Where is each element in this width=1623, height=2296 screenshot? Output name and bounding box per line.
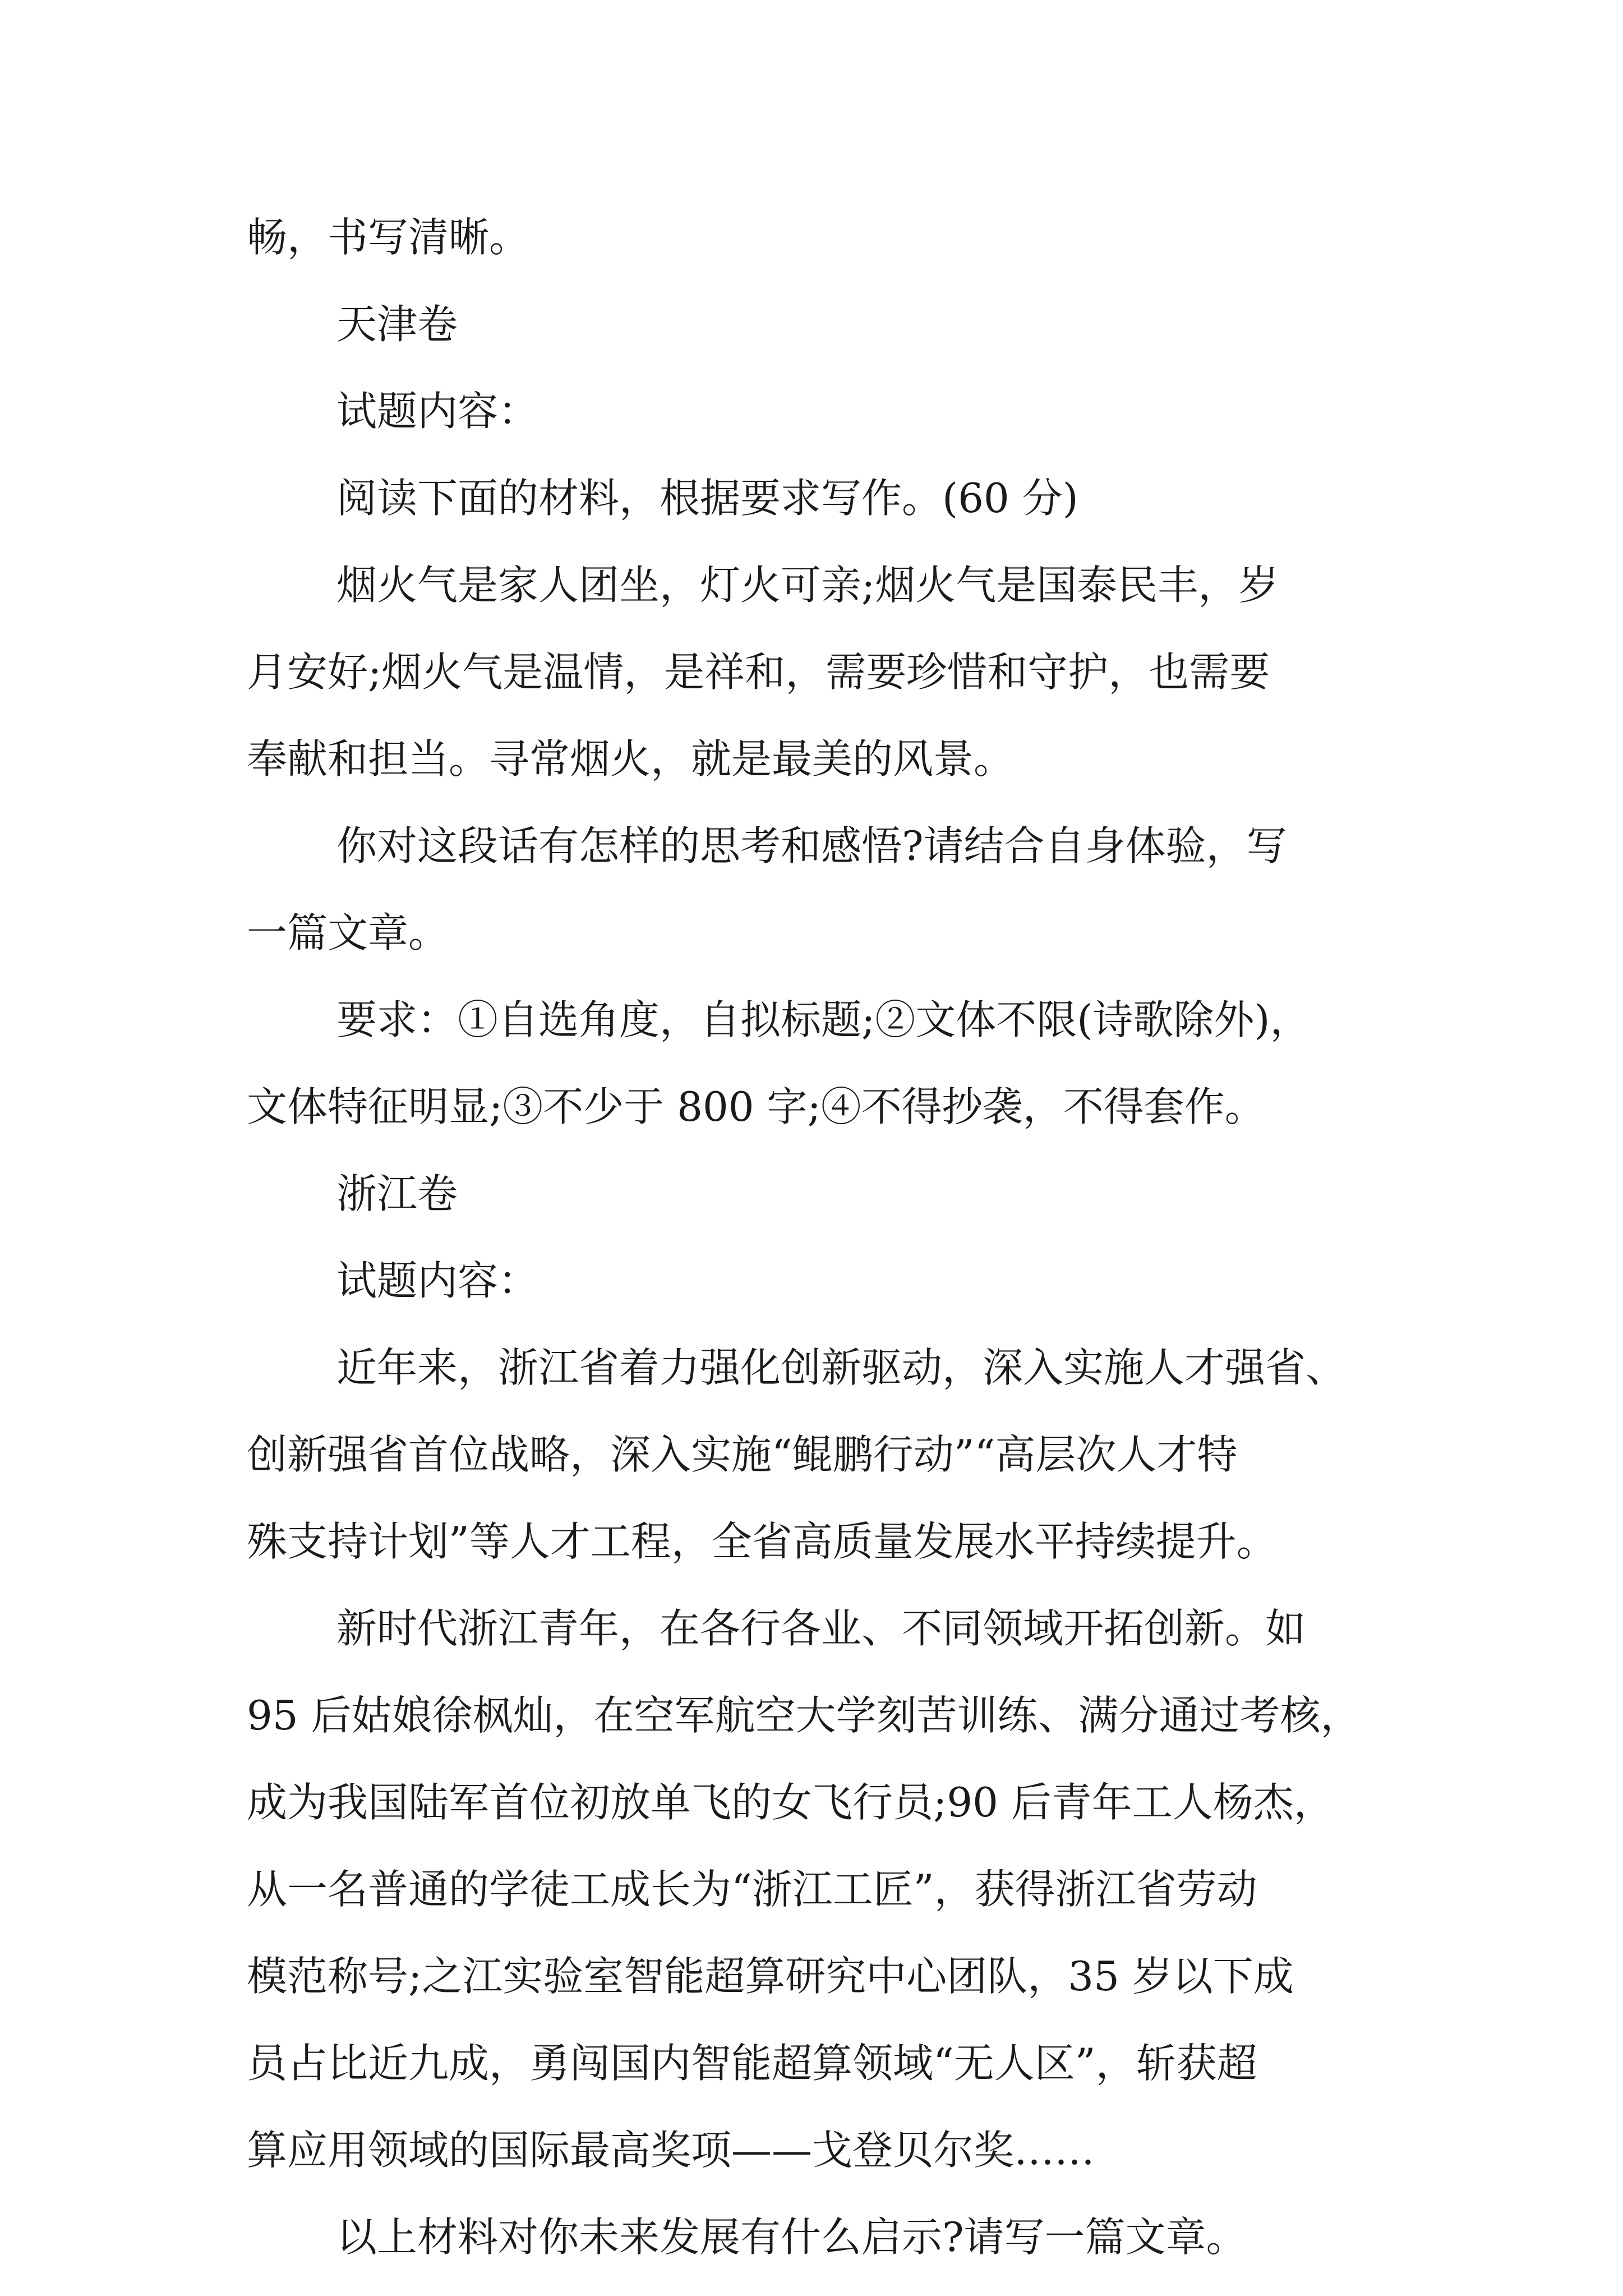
text-line xyxy=(0,815,1623,877)
label-question-content: 试题内容： xyxy=(336,1257,539,1304)
text-line xyxy=(0,1424,1623,1485)
material-text: 殊支持计划”等人才工程，全省高质量发展水平持续提升。 xyxy=(247,1518,1277,1565)
text-line xyxy=(0,467,1623,529)
text-line xyxy=(0,1337,1623,1398)
requirements-text: 文体特征明显;③不少于 800 字;④不得抄袭，不得套作。 xyxy=(247,1083,1265,1130)
text-line xyxy=(0,2032,1623,2094)
text-line xyxy=(0,728,1623,790)
text-line xyxy=(0,2206,1623,2268)
section-heading-zhejiang: 浙江卷 xyxy=(336,1170,458,1217)
instruction-text: 阅读下面的材料，根据要求写作。(60 分) xyxy=(336,475,1078,522)
prompt-text: 一篇文章。 xyxy=(247,909,449,956)
paragraph-continuation: 畅，书写清晰。 xyxy=(247,214,530,261)
material-text: 95 后姑娘徐枫灿，在空军航空大学刻苦训练、满分通过考核， xyxy=(247,1692,1361,1739)
material-text: 新时代浙江青年，在各行各业、不同领域开拓创新。如 xyxy=(336,1605,1306,1652)
requirements-text: 要求：①自选角度，自拟标题;②文体不限(诗歌除外)， xyxy=(336,996,1311,1043)
material-text: 奉献和担当。寻常烟火，就是最美的风景。 xyxy=(247,735,1015,783)
text-line xyxy=(0,1772,1623,1833)
text-line xyxy=(0,1858,1623,1920)
text-line xyxy=(0,1163,1623,1225)
material-text: 烟火气是家人团坐，灯火可亲;烟火气是国泰民丰，岁 xyxy=(336,562,1279,609)
text-line xyxy=(0,2119,1623,2181)
text-line xyxy=(0,1598,1623,1659)
material-text: 创新强省首位战略，深入实施“鲲鹏行动”“高层次人才特 xyxy=(247,1431,1238,1478)
label-question-content: 试题内容： xyxy=(336,388,539,435)
material-text: 近年来，浙江省着力强化创新驱动，深入实施人才强省、 xyxy=(336,1344,1347,1391)
prompt-text: 以上材料对你未来发展有什么启示?请写一篇文章。 xyxy=(336,2214,1247,2261)
text-line xyxy=(0,554,1623,616)
text-line xyxy=(0,293,1623,355)
text-line xyxy=(0,1511,1623,1572)
text-line xyxy=(0,902,1623,964)
material-text: 成为我国陆军首位初放单飞的女飞行员;90 后青年工人杨杰， xyxy=(247,1779,1334,1826)
material-text: 员占比近九成，勇闯国内智能超算领域“无人区”，斩获超 xyxy=(247,2040,1257,2087)
text-line xyxy=(0,380,1623,442)
text-line xyxy=(0,206,1623,268)
text-line xyxy=(0,1076,1623,1138)
prompt-text: 你对这段话有怎样的思考和感悟?请结合自身体验，写 xyxy=(336,822,1287,869)
section-heading-tianjin: 天津卷 xyxy=(336,301,458,348)
text-line xyxy=(0,1685,1623,1746)
text-line xyxy=(0,1945,1623,2007)
material-text: 月安好;烟火气是温情，是祥和，需要珍惜和守护，也需要 xyxy=(247,648,1270,696)
material-text: 从一名普通的学徒工成长为“浙江工匠”，获得浙江省劳动 xyxy=(247,1866,1257,1913)
text-line xyxy=(0,989,1623,1051)
text-line xyxy=(0,641,1623,703)
text-line xyxy=(0,1250,1623,1312)
material-text: 算应用领域的国际最高奖项——戈登贝尔奖…… xyxy=(247,2127,1095,2174)
material-text: 模范称号;之江实验室智能超算研究中心团队，35 岁以下成 xyxy=(247,1953,1294,2000)
